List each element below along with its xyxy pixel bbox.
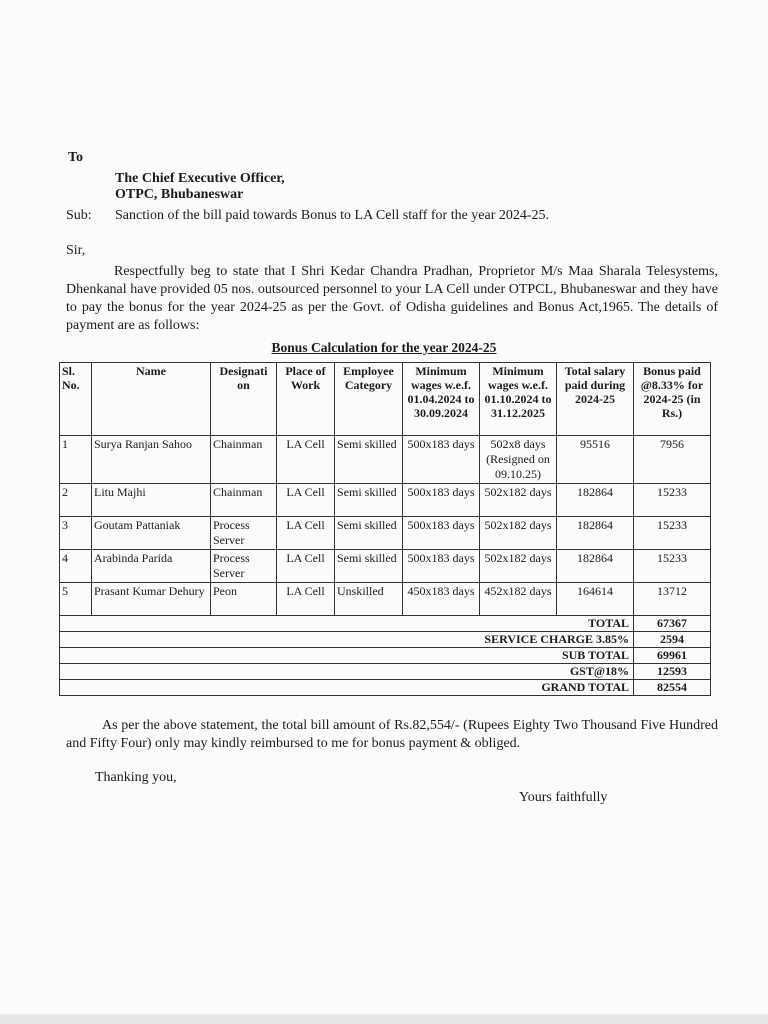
header-total-salary: Total salary paid during 2024-25	[557, 363, 634, 436]
cell-sl: 5	[60, 583, 92, 616]
cell-name: Prasant Kumar Dehury	[92, 583, 211, 616]
addressee-line1: The Chief Executive Officer,	[115, 171, 285, 186]
cell-min-wages-1: 500x183 days	[403, 484, 480, 517]
summary-value: 69961	[634, 648, 711, 664]
cell-place: LA Cell	[277, 484, 335, 517]
to-label: To	[68, 150, 84, 165]
addressee-block	[115, 171, 285, 203]
cell-name: Surya Ranjan Sahoo	[92, 436, 211, 484]
summary-value: 2594	[634, 632, 711, 648]
cell-bonus: 15233	[634, 550, 711, 583]
cell-sl: 4	[60, 550, 92, 583]
summary-label: SUB TOTAL	[60, 648, 634, 664]
header-sl: Sl. No.	[60, 363, 92, 436]
cell-category: Semi skilled	[335, 517, 403, 550]
summary-label: GRAND TOTAL	[60, 680, 634, 696]
body-paragraph-1: Respectfully beg to state that I Shri Kedar Chandra Pradhan, Proprietor M/s Maa Sharala Telesystems, Dhenkanal have provided 05 nos. outsourced personnel to your LA Cell under OTPCL, Bhubaneswar and they have to pay the bonus for the year 2024-25 as per the Govt. of Odisha guidelines and Bonus Act,1965. The details of payment are as follows:	[66, 264, 718, 333]
cell-bonus: 15233	[634, 517, 711, 550]
cell-category: Unskilled	[335, 583, 403, 616]
subject-label: Sub:	[66, 208, 92, 223]
cell-sl: 1	[60, 436, 92, 484]
subject-line	[66, 208, 549, 224]
cell-designation: Chainman	[211, 484, 277, 517]
cell-min-wages-1: 450x183 days	[403, 583, 480, 616]
cell-min-wages-2: 452x182 days	[480, 583, 557, 616]
cell-place: LA Cell	[277, 583, 335, 616]
cell-name: Litu Majhi	[92, 484, 211, 517]
thanking-line: Thanking you,	[95, 770, 177, 785]
summary-row-gst	[60, 664, 711, 680]
cell-designation: Chainman	[211, 436, 277, 484]
body-paragraph-2: As per the above statement, the total bill amount of Rs.82,554/- (Rupees Eighty Two Thousand Five Hundred and Fifty Four) only may kindly reimbursed to me for bonus payment & obliged.	[66, 718, 718, 751]
cell-designation: Process Server	[211, 550, 277, 583]
summary-value: 67367	[634, 616, 711, 632]
cell-min-wages-1: 500x183 days	[403, 550, 480, 583]
cell-min-wages-2: 502x182 days	[480, 484, 557, 517]
summary-label: SERVICE CHARGE 3.85%	[60, 632, 634, 648]
table-row	[60, 484, 711, 517]
cell-total-salary: 182864	[557, 550, 634, 583]
cell-place: LA Cell	[277, 517, 335, 550]
header-min-wages-2: Minimum wages w.e.f. 01.10.2024 to 31.12.2025	[480, 363, 557, 436]
cell-bonus: 15233	[634, 484, 711, 517]
cell-total-salary: 182864	[557, 517, 634, 550]
header-category: Employee Category	[335, 363, 403, 436]
cell-bonus: 7956	[634, 436, 711, 484]
cell-sl: 2	[60, 484, 92, 517]
cell-bonus: 13712	[634, 583, 711, 616]
summary-label: TOTAL	[60, 616, 634, 632]
addressee-line2: OTPC, Bhubaneswar	[115, 187, 244, 202]
cell-name: Goutam Pattaniak	[92, 517, 211, 550]
cell-sl: 3	[60, 517, 92, 550]
cell-min-wages-1: 500x183 days	[403, 436, 480, 484]
cell-name: Arabinda Parida	[92, 550, 211, 583]
summary-value: 12593	[634, 664, 711, 680]
summary-row-total	[60, 616, 711, 632]
cell-category: Semi skilled	[335, 436, 403, 484]
cell-category: Semi skilled	[335, 484, 403, 517]
table-row	[60, 583, 711, 616]
summary-label: GST@18%	[60, 664, 634, 680]
subject-text: Sanction of the bill paid towards Bonus to LA Cell staff for the year 2024-25.	[115, 208, 550, 223]
header-place: Place of Work	[277, 363, 335, 436]
header-bonus: Bonus paid @8.33% for 2024-25 (in Rs.)	[634, 363, 711, 436]
table-row	[60, 436, 711, 484]
cell-total-salary: 95516	[557, 436, 634, 484]
closing-line: Yours faithfully	[519, 790, 608, 805]
summary-row-grand-total	[60, 680, 711, 696]
cell-min-wages-2: 502x8 days (Resigned on 09.10.25)	[480, 436, 557, 484]
cell-min-wages-2: 502x182 days	[480, 517, 557, 550]
header-name: Name	[92, 363, 211, 436]
cell-place: LA Cell	[277, 550, 335, 583]
cell-category: Semi skilled	[335, 550, 403, 583]
cell-place: LA Cell	[277, 436, 335, 484]
scan-bottom-edge	[0, 1014, 768, 1024]
table-row	[60, 517, 711, 550]
header-designation: Designati on	[211, 363, 277, 436]
summary-row-sub-total	[60, 648, 711, 664]
cell-min-wages-2: 502x182 days	[480, 550, 557, 583]
cell-designation: Process Server	[211, 517, 277, 550]
table-title: Bonus Calculation for the year 2024-25	[271, 340, 497, 355]
cell-min-wages-1: 500x183 days	[403, 517, 480, 550]
salutation: Sir,	[66, 243, 86, 258]
cell-total-salary: 182864	[557, 484, 634, 517]
header-min-wages-1: Minimum wages w.e.f. 01.04.2024 to 30.09.2024	[403, 363, 480, 436]
cell-designation: Peon	[211, 583, 277, 616]
table-row	[60, 550, 711, 583]
summary-row-service-charge	[60, 632, 711, 648]
summary-value: 82554	[634, 680, 711, 696]
bonus-table	[59, 362, 711, 696]
table-header-row	[60, 363, 711, 436]
cell-total-salary: 164614	[557, 583, 634, 616]
